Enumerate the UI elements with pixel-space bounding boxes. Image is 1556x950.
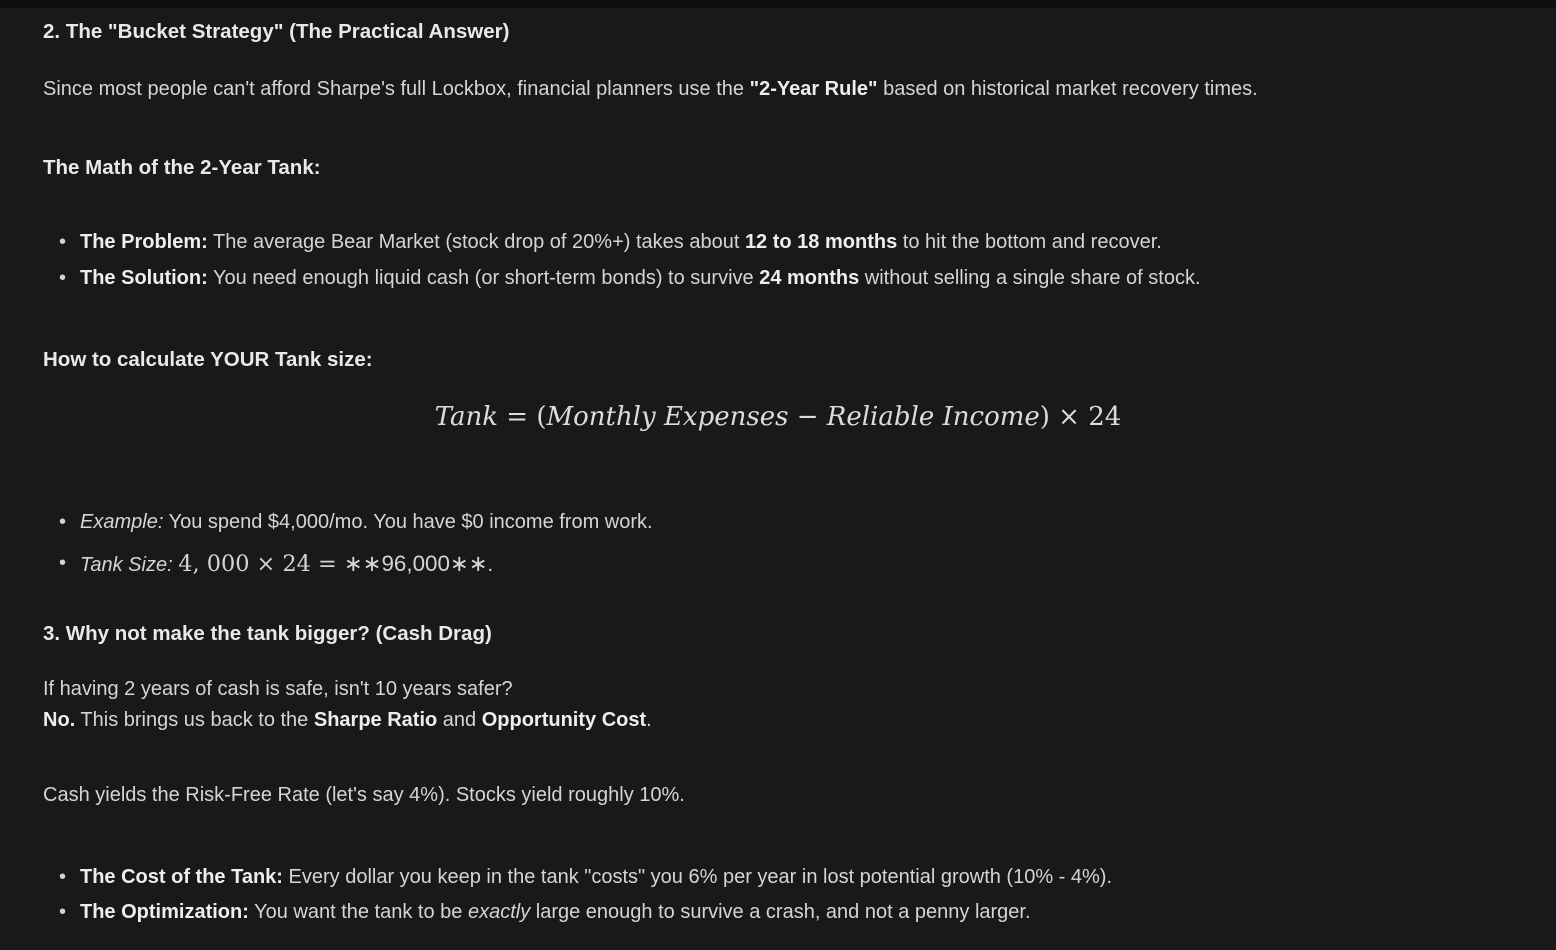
paragraph-safer-question: If having 2 years of cash is safe, isn't 10 years safer? No. This brings us back to the Sharpe Ratio and Opportunity Cost. [43,678,652,731]
window-top-edge [0,0,1556,8]
list-cost-optimization [43,860,1513,930]
paragraph-intro: Since most people can't afford Sharpe's full Lockbox, financial planners use the "2-Year Rule" based on historical market recovery times. [43,78,1258,100]
chat-message-content [0,8,1556,930]
list-example [43,502,1513,586]
heading-cash-drag: 3. Why not make the tank bigger? (Cash Drag) [43,622,492,645]
paragraph-yields: Cash yields the Risk-Free Rate (let's say 4%). Stocks yield roughly 10%. [43,784,685,806]
list-item-optimization: • The Optimization: You want the tank to be exactly large enough to survive a crash, and not a penny larger. [43,895,1513,930]
tank-formula-math: Tank = (Monthly Expenses − Reliable Income) × 24 [434,402,1122,432]
heading-calculate-tank-size: How to calculate YOUR Tank size: [43,348,373,371]
heading-bucket-strategy: 2. The "Bucket Strategy" (The Practical Answer) [43,20,510,43]
list-item-solution: • The Solution: You need enough liquid cash (or short-term bonds) to survive 24 months without selling a single share of stock. [43,260,1513,296]
list-item-cost-of-tank: • The Cost of the Tank: Every dollar you keep in the tank "costs" you 6% per year in lost potential growth (10% - 4%). [43,860,1513,895]
list-item-tank-size: • Tank Size: 4, 000 × 24 = ∗∗96,000∗∗. [43,543,1513,586]
list-problem-solution [43,224,1513,296]
heading-math-2-year-tank: The Math of the 2-Year Tank: [43,156,321,179]
list-item-problem: • The Problem: The average Bear Market (stock drop of 20%+) takes about 12 to 18 months to hit the bottom and recover. [43,224,1513,260]
list-item-example: • Example: You spend $4,000/mo. You have $0 income from work. [43,502,1513,543]
